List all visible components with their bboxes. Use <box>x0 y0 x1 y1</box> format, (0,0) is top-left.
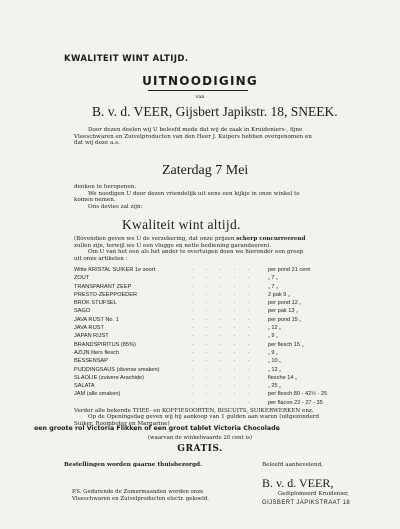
signature-address: GIJSBERT JAPIKSTRAAT 18 <box>262 500 351 506</box>
gratis-label: GRATIS. <box>177 444 223 454</box>
price-list-row <box>74 357 364 365</box>
item-name: ZOUT <box>74 275 90 282</box>
item-price: per flesch 15 „ <box>268 341 304 348</box>
item-price: „ 9 „ <box>268 349 278 356</box>
item-name: AZIJN liters flesch <box>74 349 120 356</box>
delivery-note: Bestellingen worden gaarne thuisbezorgd. <box>64 462 203 468</box>
item-price: per pond 21 cent <box>268 267 310 273</box>
leader-dots: ····· <box>192 391 262 398</box>
item-price: flesche 14 „ <box>268 374 297 381</box>
leader-dots: ····· <box>192 267 262 273</box>
promo-note: (waarvan de winkelwaarde 20 cent is) <box>147 435 253 441</box>
closing-phrase: Beleefd aanbevelend, <box>262 462 323 468</box>
company-header: B. v. d. VEER, Gijsbert Japikstr. 18, SNEEK. <box>92 104 338 119</box>
item-name: JAVA RIJST <box>74 325 104 332</box>
leader-dots: ····· <box>192 275 262 282</box>
leader-dots: ····· <box>192 399 262 406</box>
price-list-row <box>74 390 364 398</box>
leader-dots: ····· <box>192 325 262 332</box>
leader-dots: ····· <box>192 366 262 373</box>
leader-dots: ····· <box>192 374 262 381</box>
leader-dots: ····· <box>192 341 262 348</box>
price-list-row <box>74 283 364 291</box>
item-price: „ 12 „ <box>268 325 282 332</box>
item-name: JAPAN RIJST <box>74 333 109 340</box>
guarantee-bold: scherp concurreerend <box>236 236 306 242</box>
price-list-row <box>74 366 364 374</box>
item-price: „ 25 „ <box>268 383 282 390</box>
reopen-line: komen nemen. <box>74 197 116 203</box>
guarantee-line: uit onze artikelen : <box>74 255 128 262</box>
reopen-paragraph <box>74 184 300 210</box>
price-list-row <box>74 324 364 332</box>
motto: Kwaliteit wint altijd. <box>122 217 241 232</box>
leader-dots: ····· <box>192 383 262 390</box>
leader-dots: ····· <box>192 283 262 290</box>
guarantee-line: Om U van het een als het ander te overtuigen doen we hieronder een greep <box>88 249 304 255</box>
item-price: per pak 13 „ <box>268 308 298 315</box>
guarantee-text: (Bovendien geven we U de verzekering, dat onze prijzen <box>74 236 237 242</box>
leader-dots: ····· <box>192 333 262 340</box>
item-name: Witte KRISTAL SUIKER 1e soort <box>74 267 156 273</box>
price-list-row <box>74 291 364 299</box>
price-list-row <box>74 316 364 324</box>
price-list-row <box>74 274 364 282</box>
postscript-line: Vleeschwaren en Zuivelproducten electr. gekoeld. <box>72 495 209 502</box>
reopening-date: Zaterdag 7 Mei <box>162 163 249 178</box>
item-name: BRANDSPIRITUS (85%) <box>74 341 136 348</box>
item-price: „ 7 „ <box>268 283 278 290</box>
opening-line: Op de Openingsdag geven wij bij aankoop van 1 gulden aan waren (uitgezonderd <box>88 414 320 420</box>
item-price: „ 10 „ <box>268 358 282 365</box>
signature-name: B. v. d. VEER, <box>262 476 334 490</box>
van-label: van <box>195 94 205 100</box>
item-name: SLAOLIE (zuivere Arachide) <box>74 374 144 381</box>
item-price: per flacon 22 - 27 - 35 <box>268 399 323 406</box>
price-list-row <box>74 399 364 407</box>
intro-line: Door dezen deelen wij U beleefd mede dat wij de zaak in Kruideniers-, fijne <box>88 127 303 133</box>
top-slogan: KWALITEIT WINT ALTIJD. <box>64 54 189 64</box>
guarantee-line: zullen zijn, terwijl we U een vlugge en nette bediening garandeeren). <box>74 242 272 249</box>
opening-line: Suiker, Roomboter en Margarine) <box>74 420 170 427</box>
guarantee-line <box>74 236 305 243</box>
item-name: BESSENSAP <box>74 358 108 365</box>
price-list-row <box>74 299 364 307</box>
item-price: per pond 15 „ <box>268 316 302 323</box>
title-underline <box>148 90 248 91</box>
reopen-line: We noodigen U door dezen vriendelijk uit eens een kijkje in onze winkel te <box>88 190 300 197</box>
further-assortment: Verder alle bekende THEE- en KOFFIESOORTEN, BISCUITS, SUIKERWERKEN enz. <box>74 408 314 414</box>
item-price: per pond 12 „ <box>268 300 302 307</box>
promo-offer: een groote rol Victoria Flikken of een groot tablet Victoria Chocolade <box>34 425 280 432</box>
item-name: PRESTO-ZEEPPOEDER <box>74 291 137 298</box>
leader-dots: ····· <box>192 300 262 307</box>
item-name: SAGO <box>74 308 91 315</box>
leader-dots: ····· <box>192 358 262 365</box>
item-name: BROK STIJFSEL <box>74 300 117 307</box>
intro-line: dat wij deze a.s. <box>74 140 120 146</box>
postscript-line: P.S. Gedurende de Zomermaanden worden onze <box>72 489 204 495</box>
item-price: „ 9 „ <box>268 333 278 340</box>
price-list-row <box>74 341 364 349</box>
item-name: JAVA RIJST No. 1 <box>74 316 119 323</box>
leader-dots: ····· <box>192 308 262 315</box>
item-price: „ 12 „ <box>268 366 282 373</box>
price-list-row <box>74 382 364 390</box>
leader-dots: ····· <box>192 291 262 298</box>
price-list-row <box>74 349 364 357</box>
reopen-line: Ons devies zal zijn: <box>88 203 143 210</box>
guarantee-paragraph <box>74 236 305 262</box>
reopen-line: denken te heropenen. <box>74 184 137 190</box>
price-list-row <box>74 266 364 274</box>
item-price: „ 7 „ <box>268 275 278 282</box>
item-name: TRANSPARANT ZEEP <box>74 283 132 290</box>
leader-dots: ····· <box>192 349 262 356</box>
intro-paragraph <box>74 127 312 147</box>
signature-title: Gediplomeerd Kruidenier, <box>278 491 349 497</box>
price-list-row <box>74 307 364 315</box>
price-list-row <box>74 374 364 382</box>
item-price: 2 pak 9 „ <box>268 291 290 298</box>
item-name: JAM (alle smaken) <box>74 391 121 398</box>
document-title: UITNOODIGING <box>142 74 258 88</box>
price-list <box>74 266 364 407</box>
item-name: SALATA <box>74 383 95 390</box>
intro-line: Vleeschwaren en Zuivelproducten van den Heer J. Kuipers hebben overgenomen en <box>74 133 312 140</box>
item-name: PUDDINGSAUS (diverse smaken) <box>74 366 160 373</box>
item-price: per flesch 80 - 42½ - 25 <box>268 391 328 398</box>
price-list-row <box>74 332 364 340</box>
leader-dots: ····· <box>192 316 262 323</box>
postscript <box>72 489 209 502</box>
